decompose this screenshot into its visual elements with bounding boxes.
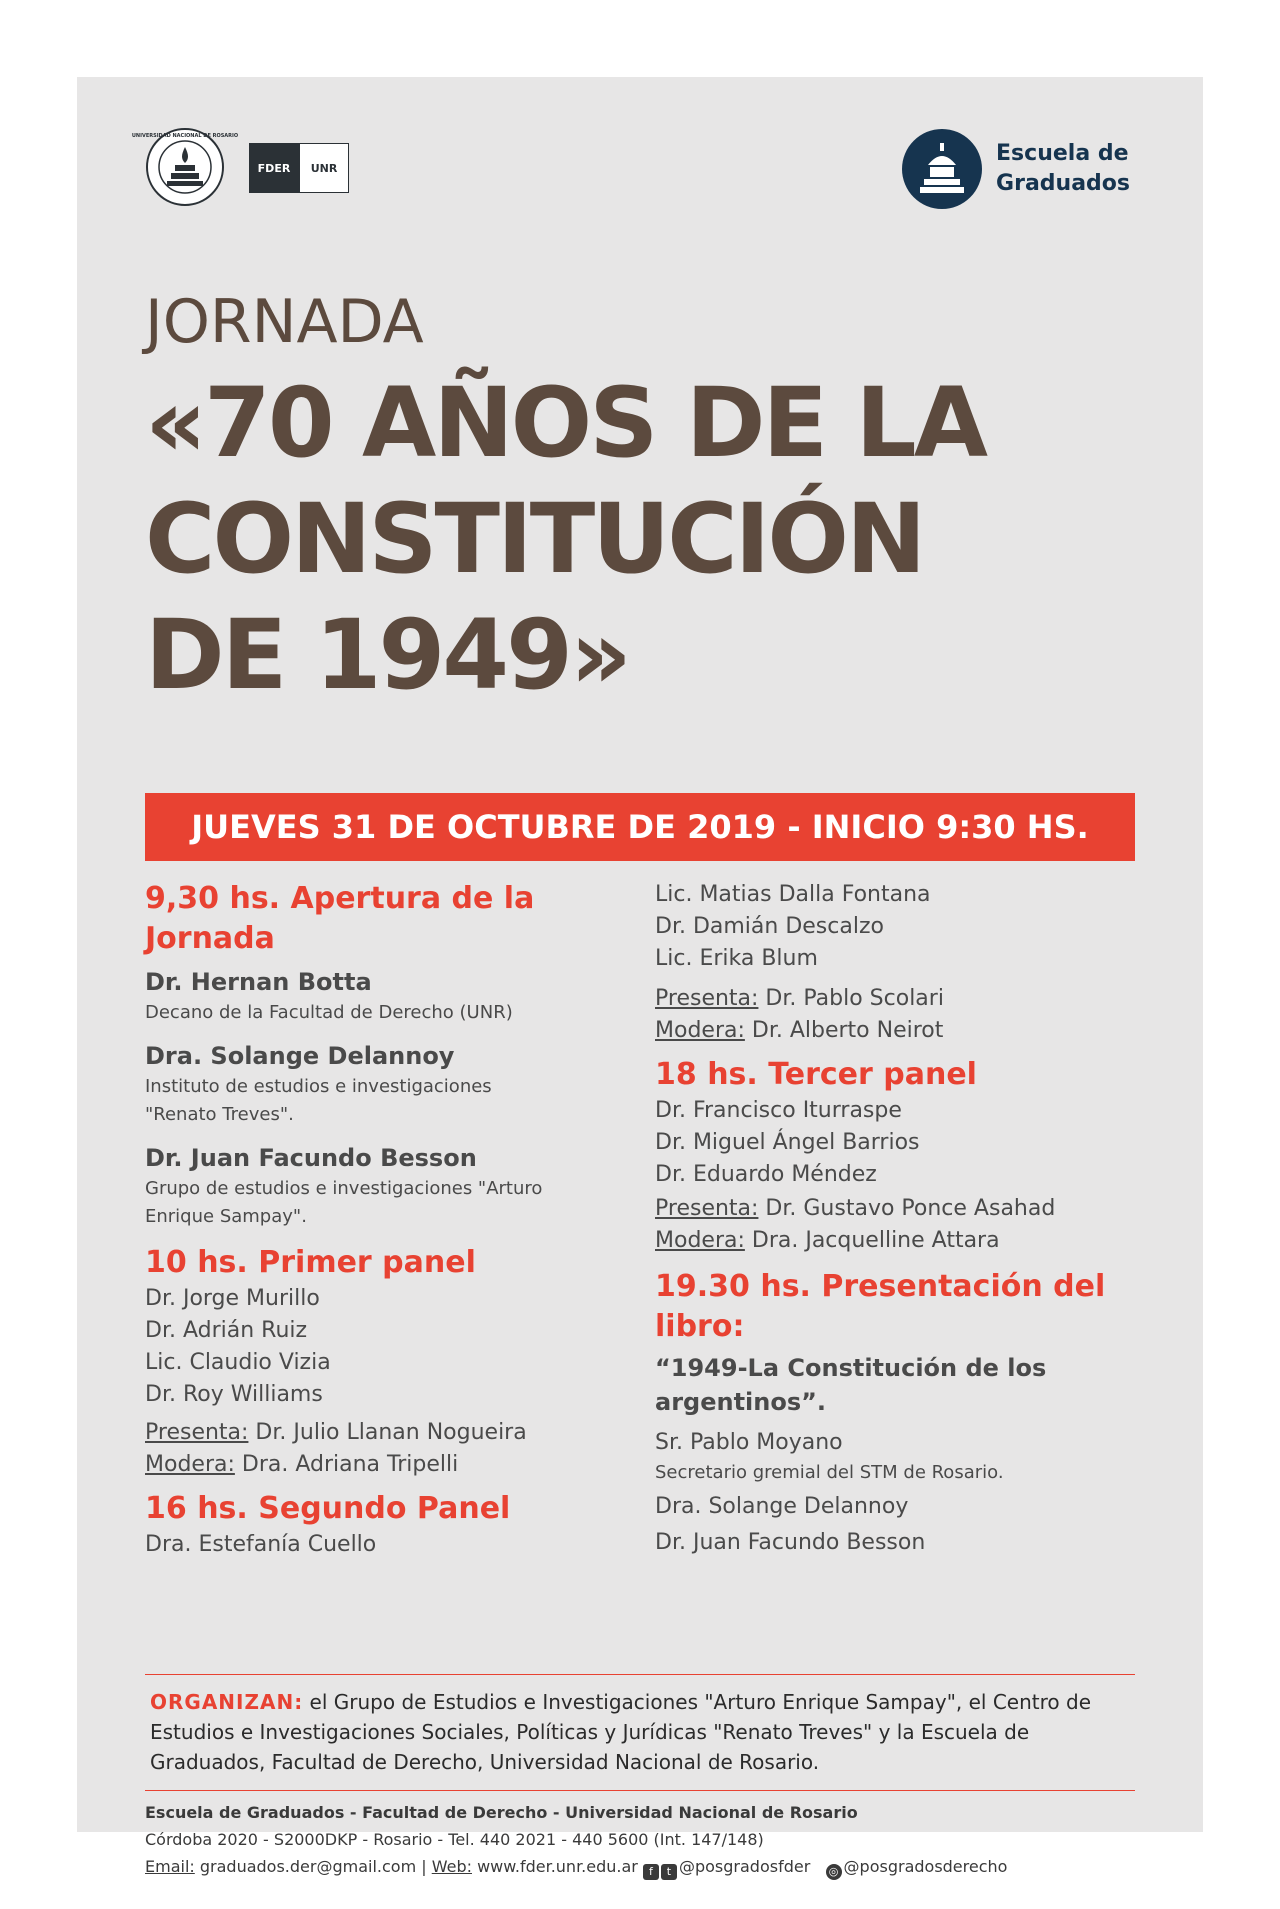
unr-seal-text: UNIVERSIDAD NACIONAL DE ROSARIO xyxy=(131,133,239,139)
footer xyxy=(145,1799,1135,1880)
speaker-desc: Grupo de estudios e investigaciones "Arturo xyxy=(145,1178,543,1199)
speaker-desc: Instituto de estudios e investigaciones xyxy=(145,1076,492,1097)
organizers-text: ORGANIZAN: el Grupo de Estudios e Investigaciones "Arturo Enrique Sampay", el Centro de Estudios e Investigaciones Sociales, Políticas y Jurídicas "Renato Treves" y la Escuela de Graduados, Facultad de Derecho, Universidad Nacional de Rosario. xyxy=(150,1690,1091,1774)
panelist: Lic. Matias Dalla Fontana xyxy=(655,882,931,907)
footer-contact xyxy=(145,1853,1135,1880)
divider-top xyxy=(145,1674,1135,1675)
twitter-icon[interactable]: t xyxy=(661,1864,677,1880)
date-banner: JUEVES 31 DE OCTUBRE DE 2019 - INICIO 9:30 HS. xyxy=(145,793,1135,861)
unr-label: UNR xyxy=(299,143,349,193)
footer-address: Córdoba 2020 - S2000DKP - Rosario - Tel. 440 2021 - 440 5600 (Int. 147/148) xyxy=(145,1830,764,1849)
panelist: Lic. Erika Blum xyxy=(655,946,818,971)
web-link[interactable]: www.fder.unr.edu.ar xyxy=(472,1857,643,1876)
event-title xyxy=(145,289,1163,713)
instagram-icon[interactable]: ◎ xyxy=(826,1864,842,1880)
escuela-line1: Escuela de xyxy=(996,141,1129,166)
speaker-name: Dr. Juan Facundo Besson xyxy=(145,1144,477,1172)
fder-label: FDER xyxy=(249,143,299,193)
panelist: Dr. Roy Williams xyxy=(145,1382,323,1407)
title-line2: CONSTITUCIÓN xyxy=(145,483,924,595)
presenta-line: Presenta: Dr. Pablo Scolari xyxy=(655,986,944,1011)
panelist: Dr. Miguel Ángel Barrios xyxy=(655,1130,920,1155)
program-right-column xyxy=(655,879,1135,1559)
speaker-desc: Enrique Sampay". xyxy=(145,1206,307,1227)
panelist: Dra. Estefanía Cuello xyxy=(145,1532,377,1557)
capitol-icon xyxy=(902,129,982,209)
section-heading-segundo-panel: 16 hs. Segundo Panel xyxy=(145,1491,511,1526)
speaker-name: Dr. Hernan Botta xyxy=(145,968,372,996)
speaker-name: Dra. Solange Delannoy xyxy=(145,1042,455,1070)
title-kicker: JORNADA xyxy=(145,287,424,357)
speaker-name: Sr. Pablo Moyano xyxy=(655,1430,843,1455)
section-heading-primer-panel: 10 hs. Primer panel xyxy=(145,1245,476,1280)
divider-bottom xyxy=(145,1790,1135,1791)
escuela-line2: Graduados xyxy=(996,171,1130,196)
facebook-icon[interactable]: f xyxy=(643,1864,659,1880)
program-left-column xyxy=(145,879,615,1561)
section-heading-tercer-panel: 18 hs. Tercer panel xyxy=(655,1057,977,1092)
fder-unr-logo xyxy=(249,143,349,193)
unr-seal-logo xyxy=(131,127,239,207)
organizan-label: ORGANIZAN: xyxy=(150,1690,304,1714)
social-handle-2[interactable]: @posgradosderecho xyxy=(843,1857,1008,1876)
panelist: Dr. Jorge Murillo xyxy=(145,1286,320,1311)
speaker-desc: Decano de la Facultad de Derecho (UNR) xyxy=(145,1002,513,1023)
title-line3: DE 1949» xyxy=(145,599,629,711)
title-line1: «70 AÑOS DE LA xyxy=(145,367,985,479)
speaker-name: Dr. Juan Facundo Besson xyxy=(655,1530,926,1555)
email-label: Email: xyxy=(145,1857,195,1876)
email-link[interactable]: graduados.der@gmail.com | xyxy=(194,1857,432,1876)
panelist: Lic. Claudio Vizia xyxy=(145,1350,331,1375)
panelist: Dr. Damián Descalzo xyxy=(655,914,884,939)
web-label: Web: xyxy=(431,1857,472,1876)
speaker-name: Dra. Solange Delannoy xyxy=(655,1494,909,1519)
panelist: Dr. Francisco Iturraspe xyxy=(655,1098,902,1123)
modera-line: Modera: Dr. Alberto Neirot xyxy=(655,1018,944,1043)
book-title-line1: “1949-La Constitución de los xyxy=(655,1354,1047,1382)
speaker-desc: "Renato Treves". xyxy=(145,1104,294,1125)
section-heading-libro: 19.30 hs. Presentación del libro: xyxy=(655,1269,1106,1344)
poster xyxy=(77,77,1203,1878)
section-heading-apertura: 9,30 hs. Apertura de la Jornada xyxy=(145,881,535,956)
book-title-line2: argentinos”. xyxy=(655,1388,827,1416)
social-handle-1[interactable]: @posgradosfder xyxy=(678,1857,811,1876)
modera-line: Modera: Dra. Adriana Tripelli xyxy=(145,1452,459,1477)
panelist: Dr. Adrián Ruiz xyxy=(145,1318,308,1343)
panelist: Dr. Eduardo Méndez xyxy=(655,1162,877,1187)
modera-line: Modera: Dra. Jacquelline Attara xyxy=(655,1228,1000,1253)
escuela-graduados-logo xyxy=(902,129,1130,209)
presenta-line: Presenta: Dr. Gustavo Ponce Asahad xyxy=(655,1196,1056,1221)
presenta-line: Presenta: Dr. Julio Llanan Nogueira xyxy=(145,1420,527,1445)
speaker-desc: Secretario gremial del STM de Rosario. xyxy=(655,1462,1004,1483)
footer-institution: Escuela de Graduados - Facultad de Derecho - Universidad Nacional de Rosario xyxy=(145,1803,858,1822)
